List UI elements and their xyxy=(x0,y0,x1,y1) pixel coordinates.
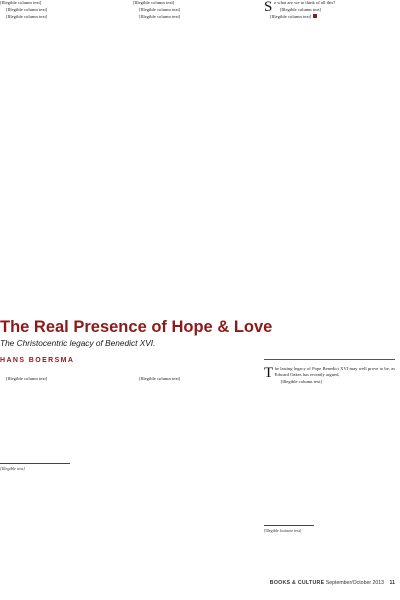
page-footer xyxy=(200,580,395,586)
paragraph-text: [Illegible column text] xyxy=(270,14,312,20)
article-headline: The Real Presence of Hope & Love xyxy=(0,318,273,336)
paragraph: [Illegible column text] xyxy=(139,14,181,20)
article-byline: HANS BOERSMA xyxy=(0,357,75,364)
body-column-left xyxy=(0,0,127,313)
footnote: [Illegible footnote text] xyxy=(264,528,302,533)
paragraph: [Illegible column text] xyxy=(280,378,323,384)
author-note: [Illegible text] xyxy=(0,466,25,471)
paragraph: [Illegible column text] xyxy=(6,14,48,20)
sidebar-text xyxy=(264,366,395,574)
drop-cap: S xyxy=(264,0,273,15)
body-column-right xyxy=(264,0,395,352)
paragraph: [Illegible column text] xyxy=(0,0,42,5)
paragraph: [Illegible column text] xyxy=(133,0,175,5)
footnote-divider xyxy=(264,525,314,526)
paragraph: [Illegible column text] xyxy=(279,7,322,13)
paragraph: [Illegible column text] xyxy=(6,376,48,381)
page-number: 11 xyxy=(389,580,395,586)
body-column-middle xyxy=(133,0,258,350)
lower-column-middle xyxy=(133,376,258,460)
footnote-divider xyxy=(0,463,70,464)
lower-column-left xyxy=(0,376,127,460)
drop-cap: T xyxy=(264,366,274,381)
publication-name: BOOKS & CULTURE xyxy=(269,580,325,586)
article-subheadline: The Christocentric legacy of Benedict XVI. xyxy=(0,338,156,348)
paragraph: [Illegible column text] xyxy=(139,7,181,13)
issue-date: September/October 2013 xyxy=(325,580,385,586)
paragraph: [Illegible column text] xyxy=(139,376,181,381)
paragraph-text: o what are we to think of all this? xyxy=(273,0,336,5)
paragraph xyxy=(264,14,395,20)
paragraph-text: he lasting legacy of Pope Benedict XVI may well prove to be, as Edward Oakes has recently argued, xyxy=(274,366,395,377)
paragraph: [Illegible column text] xyxy=(6,7,48,13)
end-of-article-mark xyxy=(313,14,317,18)
sidebar-divider xyxy=(264,359,395,360)
